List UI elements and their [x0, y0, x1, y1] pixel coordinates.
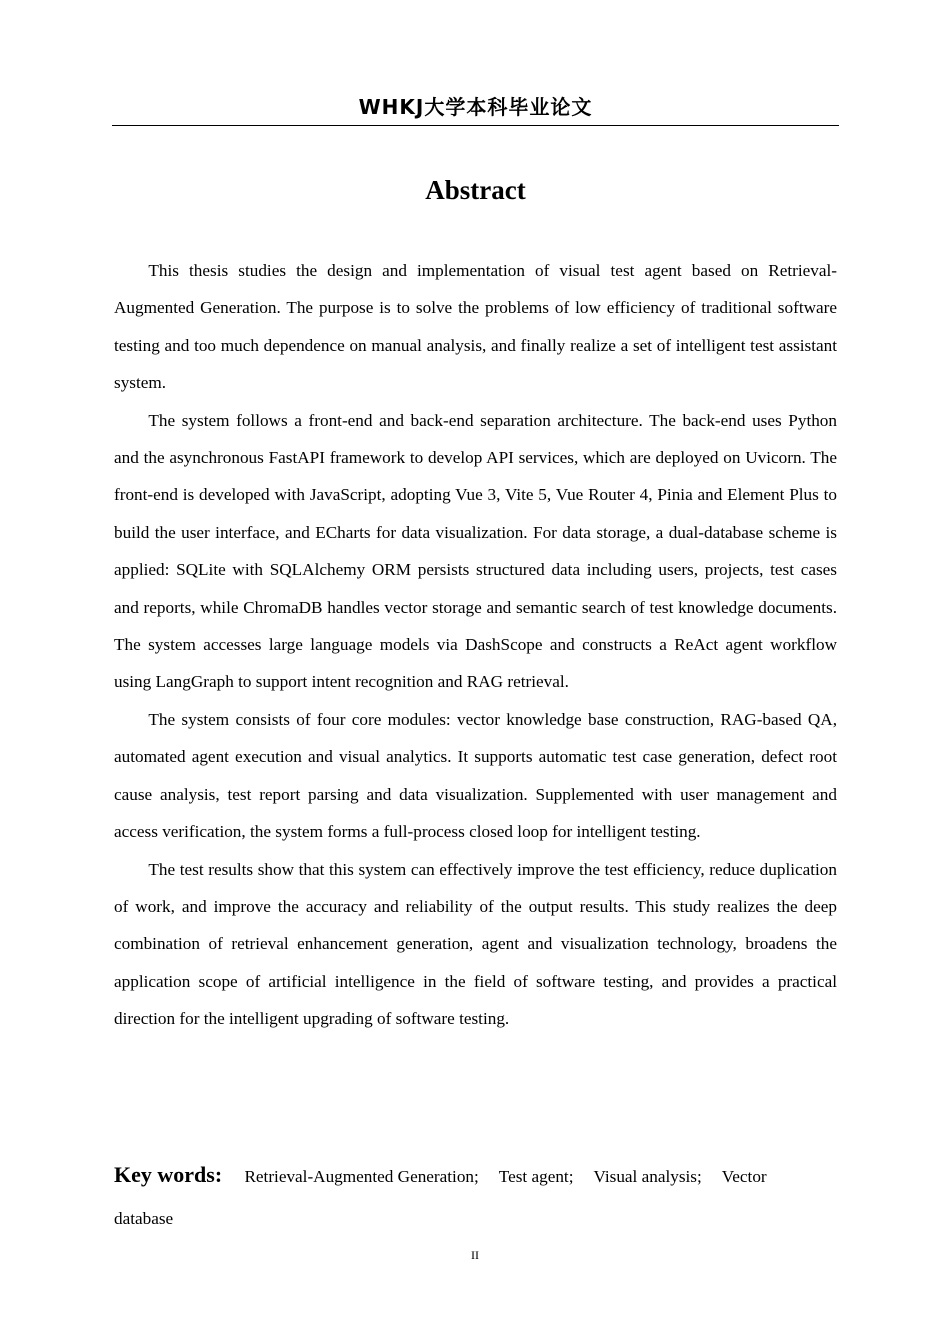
abstract-paragraph: The system follows a front-end and back-end separation architecture. The back-end uses Python and the asynchronous FastAPI framework to develop API services, which are deployed on Uvicorn. The front-end is developed with JavaScript, adopting Vue 3, Vite 5, Vue Router 4, Pinia and Element Plus to build the user interface, and ECharts for data visualization. For data storage, a dual-database scheme is applied: SQLite with SQLAlchemy ORM persists structured data including users, projects, test cases and reports, while ChromaDB handles vector storage and semantic search of test knowledge documents. The system accesses large language models via DashScope and constructs a ReAct agent workflow using LangGraph to support intent recognition and RAG retrieval. — [114, 410, 837, 692]
keyword-item: Test agent; — [498, 1167, 574, 1186]
keyword-item: Retrieval-Augmented Generation; — [244, 1167, 479, 1186]
page-number: II — [471, 1248, 479, 1262]
header-title: WHKJ大学本科毕业论文 — [358, 95, 593, 119]
keywords-section — [114, 1154, 837, 1240]
abstract-title: Abstract — [425, 175, 526, 205]
abstract-paragraph: This thesis studies the design and implementation of visual test agent based on Retrieval-Augmented Generation. The purpose is to solve the problems of low efficiency of traditional software testing and too much dependence on manual analysis, and finally realize a set of intelligent test assistant system. — [114, 261, 837, 393]
abstract-paragraph: The test results show that this system can effectively improve the test efficiency, reduce duplication of work, and improve the accuracy and reliability of the output results. This study realizes the deep combination of retrieval enhancement generation, agent and visualization technology, broadens the application scope of artificial intelligence in the field of software testing, and provides a practical direction for the intelligent upgrading of software testing. — [114, 859, 837, 1029]
abstract-body — [114, 252, 837, 1038]
keywords-label: Key words: — [114, 1162, 223, 1187]
abstract-paragraph: The system consists of four core modules: vector knowledge base construction, RAG-based QA, automated agent execution and visual analytics. It supports automatic test case generation, defect root cause analysis, test report parsing and data visualization. Supplemented with user management and access verification, the system forms a full-process closed loop for intelligent testing. — [114, 709, 837, 842]
keyword-item: Visual analysis; — [593, 1167, 702, 1186]
keyword-item: Vector database — [114, 1167, 767, 1228]
running-header — [112, 92, 839, 126]
